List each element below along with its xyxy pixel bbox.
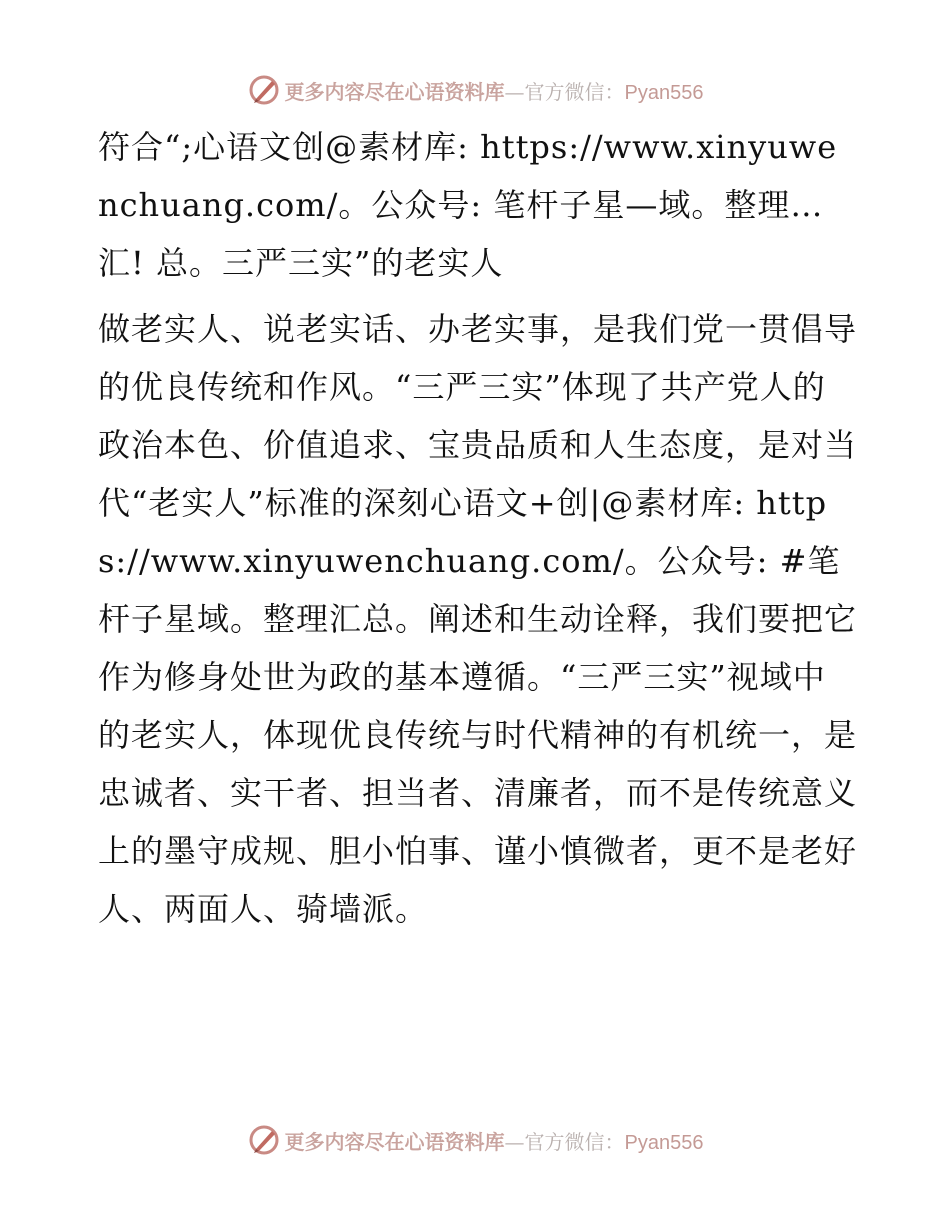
header-banner-inner [247, 73, 704, 107]
header-banner-id: Pyan556 [624, 81, 704, 104]
document-body [98, 118, 858, 938]
footer-banner-id: Pyan556 [624, 1131, 704, 1154]
footer-banner-dash: — [504, 1129, 525, 1154]
header-banner-dash: — [504, 79, 525, 104]
pen-logo-icon [247, 73, 281, 107]
header-banner [0, 70, 950, 110]
footer-banner [0, 1120, 950, 1160]
header-banner-bold: 更多内容尽在心语资料库 [284, 79, 505, 104]
paragraph-title: 符合“;心语文创@素材库: https://www.xinyuwenchuang.com/。公众号: 笔杆子星—域。整理…汇! 总。三严三实”的老实人 [98, 128, 838, 282]
footer-banner-inner [247, 1123, 704, 1157]
footer-banner-wechat: 官方微信： [524, 1129, 625, 1154]
footer-banner-bold: 更多内容尽在心语资料库 [284, 1129, 505, 1154]
paragraph-main: 做老实人、说老实话、办老实事，是我们党一贯倡导的优良传统和作风。“三严三实”体现了共产党人的政治本色、价值追求、宝贵品质和人生态度，是对当代“老实人”标准的深刻心语文+创|@素材库: https://www.xinyuwenchuang.com/。公众号: #笔杆子星域。整理汇总。阐述和生动诠释，我们要把它作为修身处世为政的基本遵循。“三严三实”视域中的老实人，体现优良传统与时代精神的有机统一，是忠诚者、实干者、担当者、清廉者，而不是传统意义上的墨守成规、胆小怕事、谨小慎微者，更不是老好人、两面人、骑墙派。 [98, 310, 858, 928]
pen-logo-icon [247, 1123, 281, 1157]
footer-banner-text [285, 1126, 704, 1155]
header-banner-text [285, 76, 704, 105]
header-banner-wechat: 官方微信： [524, 79, 625, 104]
